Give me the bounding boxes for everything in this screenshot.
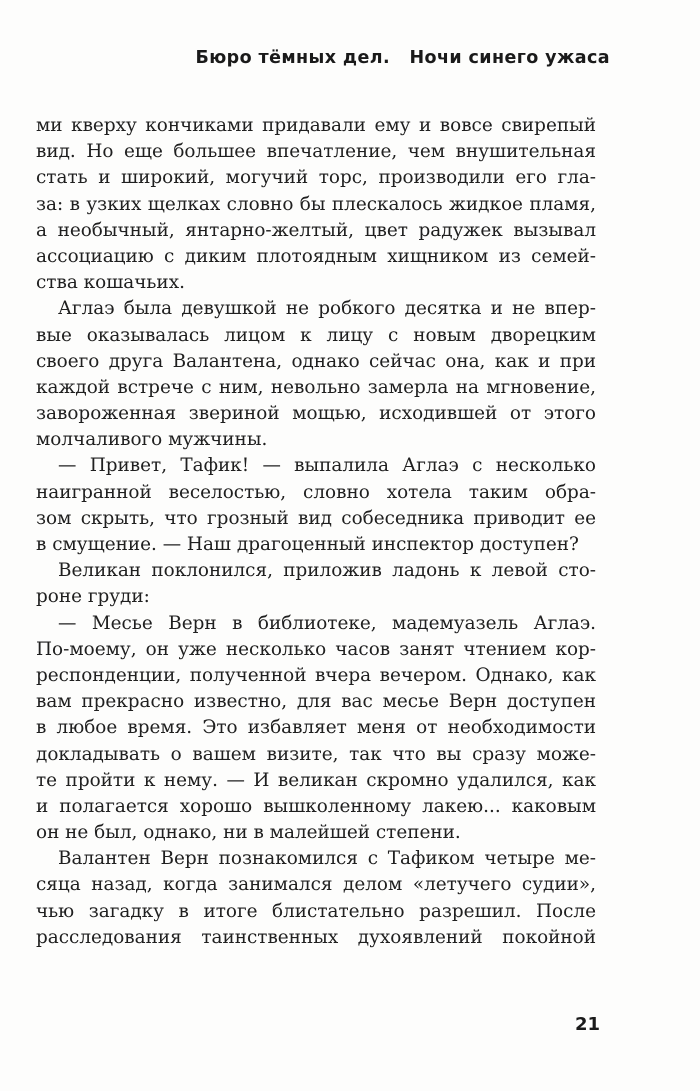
text-line: своего друга Валантена, однако сейчас она, как и при bbox=[36, 350, 596, 372]
text-line: стать и широкий, могучий торс, производили его гла- bbox=[36, 167, 596, 189]
text-line: завороженная звериной мощью, исходившей от этого bbox=[36, 403, 596, 425]
text-line: сяца назад, когда занимался делом «летучего судии», bbox=[36, 874, 596, 896]
text-line: те пройти к нему. — И великан скромно удалился, как bbox=[36, 769, 596, 791]
body-text bbox=[36, 113, 596, 951]
text-line: в любое время. Это избавляет меня от необходимости bbox=[36, 717, 596, 739]
text-line: докладывать о вашем визите, так что вы сразу може- bbox=[36, 743, 596, 765]
text-line: а необычный, янтарно-желтый, цвет радужек вызывал bbox=[36, 219, 596, 241]
text-line: Аглаэ была девушкой не робкого десятка и не впер- bbox=[58, 298, 596, 320]
text-line: Валантен Верн познакомился с Тафиком четыре ме- bbox=[58, 848, 596, 870]
text-line: наигранной веселостью, словно хотела таким обра- bbox=[36, 481, 596, 503]
text-line: он не был, однако, ни в малейшей степени. bbox=[36, 822, 461, 844]
text-line: в смущение. — Наш драгоценный инспектор доступен? bbox=[36, 534, 579, 555]
text-line: роне груди: bbox=[36, 586, 150, 608]
text-line: молчаливого мужчины. bbox=[36, 429, 268, 451]
text-line: зом скрыть, что грозный вид собеседника приводит ее bbox=[36, 507, 596, 529]
running-header: Бюро тёмных дел. Ночи синего ужаса bbox=[195, 48, 610, 68]
text-line: вид. Но еще большее впечатление, чем внушительная bbox=[36, 141, 596, 163]
text-line: вам прекрасно известно, для вас месье Верн доступен bbox=[36, 691, 596, 713]
text-line: каждой встрече с ним, невольно замерла на мгновение, bbox=[36, 376, 596, 398]
text-line: и полагается хорошо вышколенному лакею... каковым bbox=[36, 795, 596, 817]
text-line: респонденции, полученной вчера вечером. Однако, как bbox=[36, 664, 596, 686]
text-line: ми кверху кончиками придавали ему и вовсе свирепый bbox=[36, 115, 596, 136]
text-line: ства кошачьих. bbox=[36, 272, 185, 294]
text-line: расследования таинственных духоявлений покойной bbox=[36, 926, 596, 948]
text-line: ассоциацию с диким плотоядным хищником из семей- bbox=[36, 245, 596, 267]
page-number: 21 bbox=[574, 1014, 600, 1035]
text-line: — Месье Верн в библиотеке, мадемуазель Аглаэ. bbox=[58, 612, 596, 634]
text-line: вые оказывалась лицом к лицу с новым дворецким bbox=[36, 324, 596, 346]
text-line: По-моему, он уже несколько часов занят чтением кор- bbox=[36, 638, 596, 660]
text-line: чью загадку в итоге блистательно разрешил. После bbox=[36, 900, 596, 922]
text-line: Великан поклонился, приложив ладонь к левой сто- bbox=[58, 560, 596, 582]
text-line: — Привет, Тафик! — выпалила Аглаэ с несколько bbox=[58, 455, 596, 477]
text-line: за: в узких щелках словно бы плескалось жидкое пламя, bbox=[36, 193, 596, 215]
